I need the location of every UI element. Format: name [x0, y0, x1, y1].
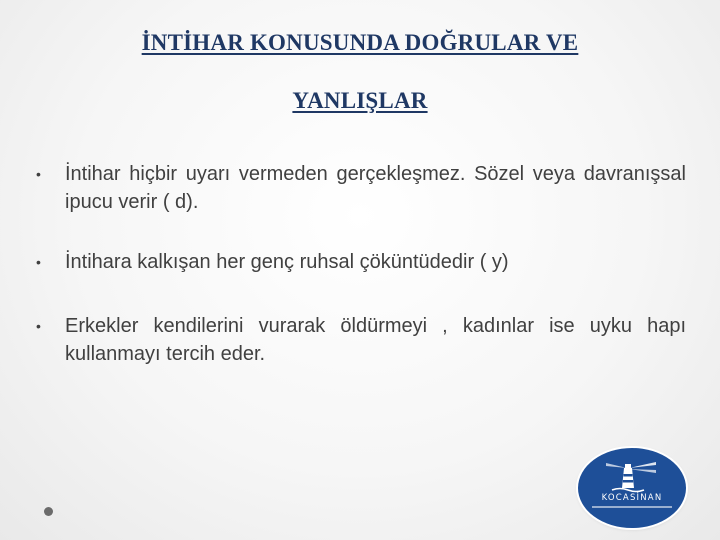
- bullet-text: İntihara kalkışan her genç ruhsal çöküntüdedir ( y): [65, 251, 509, 273]
- bullet-item: [36, 160, 686, 216]
- bullet-marker: •: [36, 318, 41, 334]
- slide-title-line-2: YANLIŞLAR: [292, 88, 428, 113]
- lighthouse-icon: [578, 448, 686, 528]
- decorative-dot: [44, 507, 53, 516]
- kocasinan-logo: [578, 448, 686, 528]
- logo-name: KOCASİNAN: [601, 493, 663, 503]
- slide-title-line-1: İNTİHAR KONUSUNDA DOĞRULAR VE: [141, 30, 579, 55]
- bullet-marker: •: [36, 254, 41, 270]
- bullet-item: [36, 312, 686, 368]
- bullet-text: İntihar hiçbir uyarı vermeden gerçekleşmez. Sözel veya davranışsal ipucu verir ( d).: [65, 163, 686, 213]
- bullet-text: Erkekler kendilerini vurarak öldürmeyi , kadınlar ise uyku hapı kullanmayı tercih eder.: [65, 315, 686, 365]
- bullet-marker: •: [36, 166, 41, 182]
- bullet-item: [36, 248, 686, 276]
- logo-tagline-line: [592, 506, 672, 508]
- bullet-list: [36, 160, 686, 368]
